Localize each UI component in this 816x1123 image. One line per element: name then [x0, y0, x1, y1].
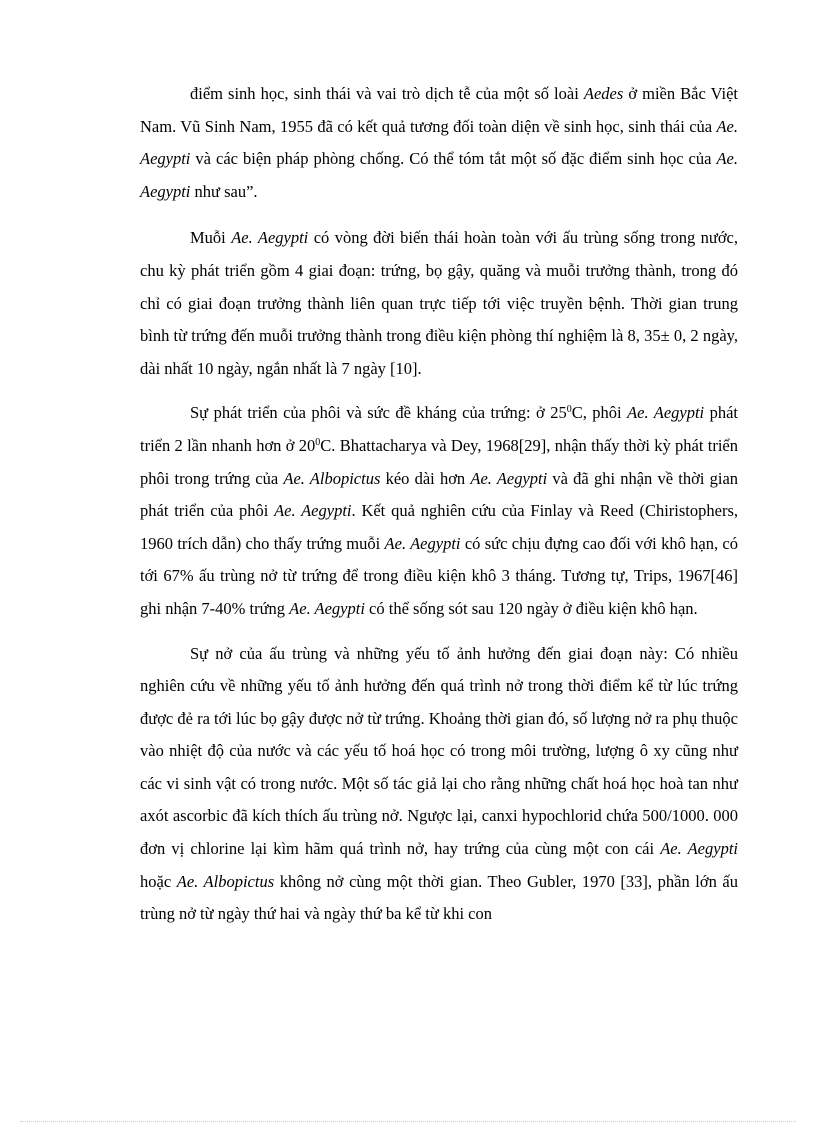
text-run: hoặc — [140, 871, 177, 891]
italic-species-name: Ae. Aegypti — [274, 501, 352, 521]
document-body — [140, 78, 738, 943]
paragraph-2 — [140, 222, 738, 385]
page-bottom-dotted-line — [20, 1121, 796, 1122]
text-run: Sự phát triển của phôi và sức đề kháng của trứng: ở 25 — [190, 403, 567, 423]
italic-species-name: Ae. Aegypti — [470, 468, 548, 488]
italic-species-name: Ae. Albopictus — [283, 468, 381, 488]
text-run: có sức chịu đựng cao đối với khô hạn, có tới 67% ấu trùng nở từ trứng để trong điều kiện khô 3 tháng. Tương tự, Trips, 1967[46] ghi nhận 7-40% trứng — [140, 533, 738, 618]
text-run: và đã ghi nhận về thời gian phát triển của phôi — [140, 468, 739, 521]
italic-species-name: Ae. Aegypti — [231, 228, 309, 248]
text-run: không nở cùng một thời gian. Theo Gubler, 1970 [33], phần lớn ấu trùng nở từ ngày thứ hai và ngày thứ ba kể từ khi con — [140, 871, 738, 924]
text-run: và các biện pháp phòng chống. Có thể tóm tắt một số đặc điểm sinh học của — [190, 149, 717, 169]
text-run: như sau”. — [190, 181, 258, 201]
italic-species-name: Ae. Albopictus — [176, 871, 275, 891]
text-run: Sự nở của ấu trùng và những yếu tố ảnh hưởng đến giai đoạn này: Có nhiều nghiên cứu về những yếu tố ảnh hưởng đến quá trình nở trong thời điểm kể từ lúc trứng được đẻ ra tới lúc bọ gậy được nở từ trứng. Khoảng thời gian đó, số lượng nở ra phụ thuộc vào nhiệt độ của nước và các yếu tố hoá học có trong môi trường, lượng ô xy cũng như các vi sinh vật có trong nước. Một số tác giả lại cho rằng những chất hoá học hoà tan như axót ascorbic đã kích thích ấu trùng nở. Ngược lại, canxi hypochlorid chứa 500/1000. 000 đơn vị chlorine lại kìm hãm quá trình nở, hay trứng của cùng một con cái — [140, 643, 738, 859]
text-run: Muỗi — [190, 228, 232, 248]
italic-species-name: Ae. Aegypti — [140, 116, 738, 169]
text-run: kéo dài hơn — [380, 468, 471, 488]
italic-species-name: Ae. Aegypti — [289, 598, 365, 618]
text-run: có thể sống sót sau 120 ngày ở điều kiện khô hạn. — [364, 598, 698, 618]
italic-species-name: Ae. Aegypti — [627, 403, 705, 423]
italic-species-name: Aedes — [583, 84, 624, 103]
text-run: điểm sinh học, sinh thái và vai trò dịch tễ của một số loài — [190, 84, 584, 103]
paragraph-4 — [140, 638, 738, 931]
text-run: có vòng đời biến thái hoàn toàn với ấu trùng sống trong nước, chu kỳ phát triển gồm 4 giai đoạn: trứng, bọ gậy, quăng và muỗi trưởng thành, trong đó chỉ có giai đoạn trưởng thành liên quan trực tiếp tới việc truyền bệnh. Thời gian trung bình từ trứng đến muỗi trưởng thành trong điều kiện phòng thí nghiệm là 8, 35± 0, 2 ngày, dài nhất 10 ngày, ngắn nhất là 7 ngày [10]. — [140, 228, 739, 378]
superscript-degree: 0 — [566, 404, 572, 416]
paragraph-3 — [140, 397, 738, 625]
text-run: C. Bhattacharya và Dey, 1968[29], nhận thấy thời kỳ phát triển phôi trong trứng của — [140, 435, 738, 488]
superscript-degree: 0 — [315, 436, 321, 448]
italic-species-name: Ae. Aegypti — [384, 533, 461, 553]
text-run: C, phôi — [571, 403, 628, 423]
italic-species-name: Ae. Aegypti — [140, 149, 738, 201]
text-run: phát triển 2 lần nhanh hơn ở 20 — [140, 403, 738, 455]
paragraph-1 — [140, 78, 738, 208]
text-run: ở miền Bắc Việt Nam. Vũ Sinh Nam, 1955 đã có kết quả tương đối toàn diện về sinh học, sinh thái của — [140, 84, 738, 136]
text-run: . Kết quả nghiên cứu của Finlay và Reed (Chiristophers, 1960 trích dẫn) cho thấy trứng muỗi — [140, 501, 738, 553]
italic-species-name: Ae. Aegypti — [660, 839, 738, 859]
